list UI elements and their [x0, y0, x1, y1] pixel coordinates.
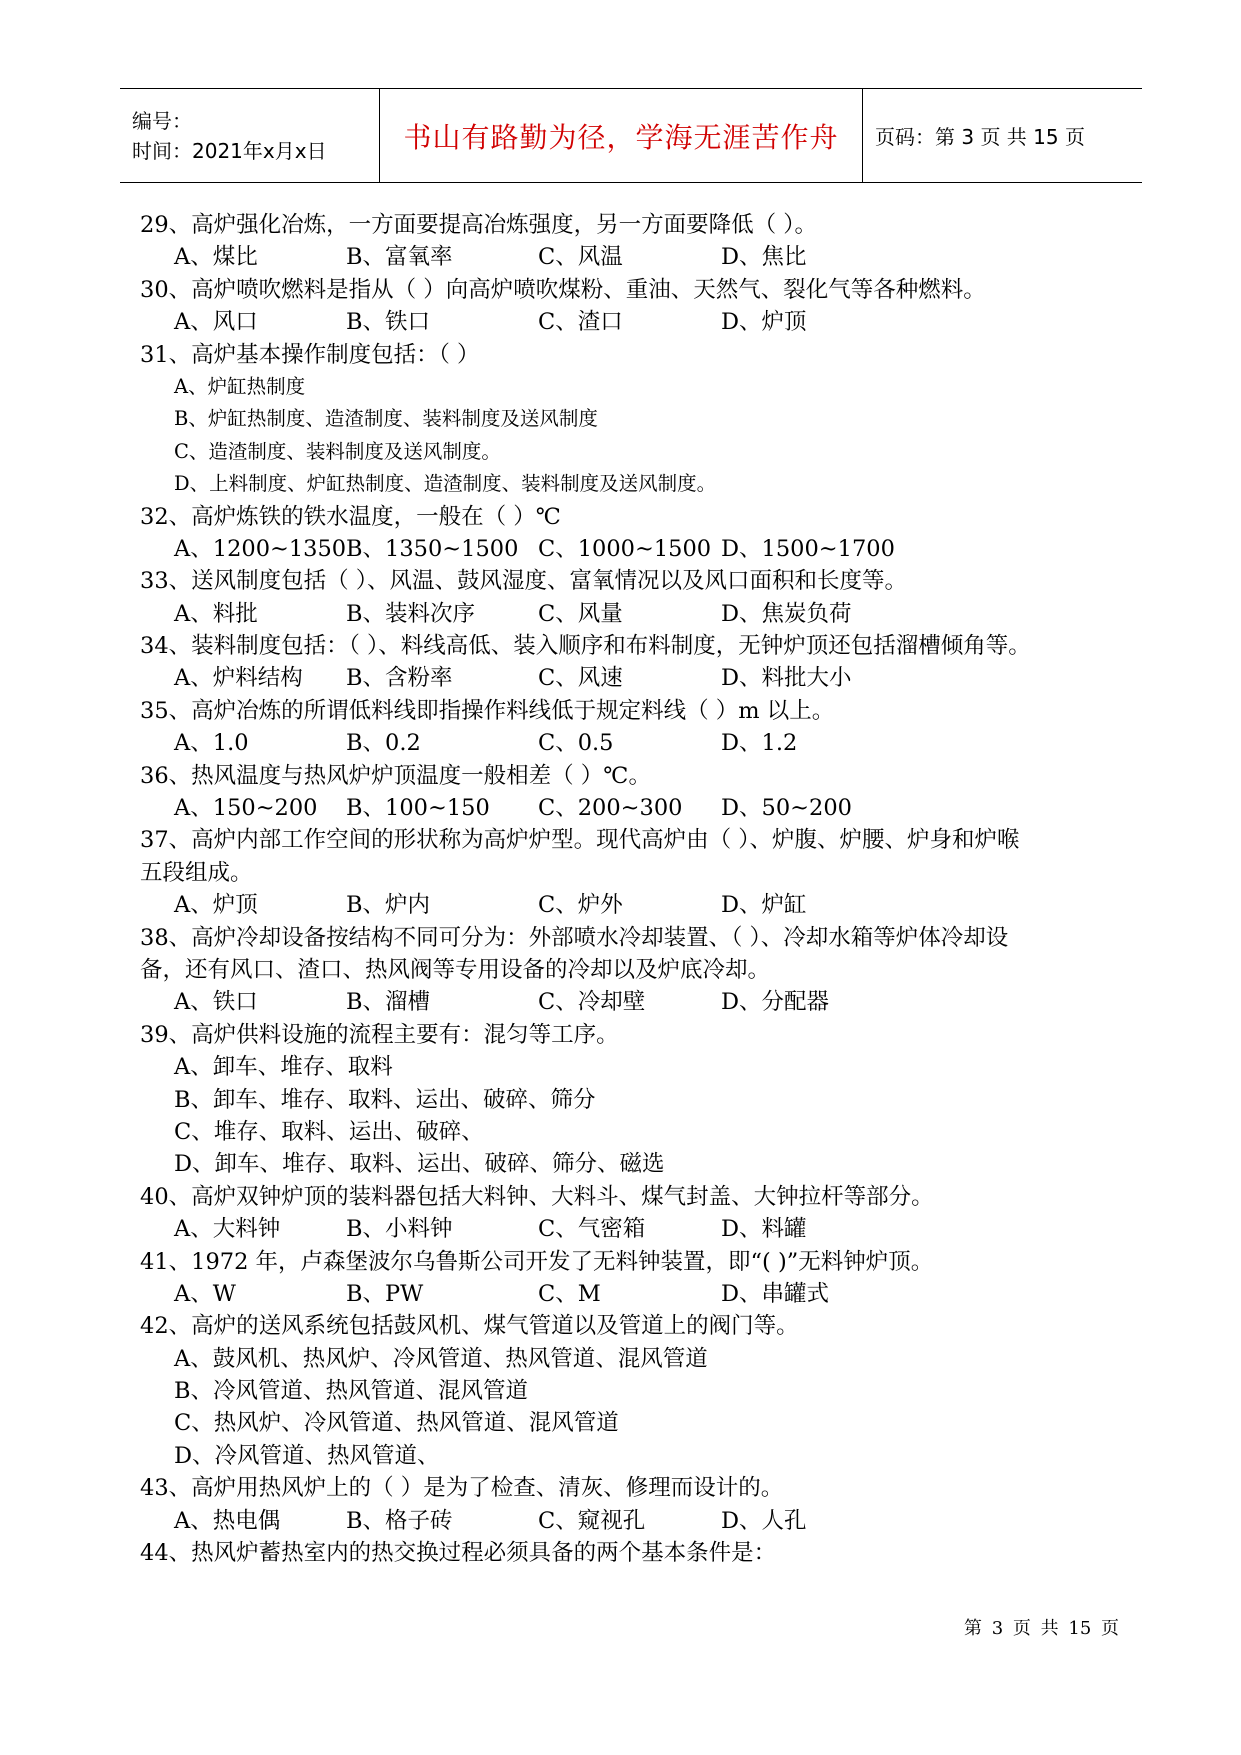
option-a: A、风口 — [174, 309, 258, 336]
question-text: 44、热风炉蓄热室内的热交换过程必须具备的两个基本条件是： — [140, 1540, 777, 1567]
header-page-cell — [863, 89, 1142, 182]
option-row — [140, 986, 1130, 1018]
option-d: D、人孔 — [721, 1507, 807, 1534]
option-c: C、气密箱 — [538, 1216, 646, 1243]
option-d: D、上料制度、炉缸热制度、造渣制度、装料制度及送风制度。 — [174, 472, 717, 496]
option-b: B、炉内 — [346, 892, 431, 919]
option-d: D、料批大小 — [721, 665, 852, 692]
option-c: C、风量 — [538, 600, 623, 627]
option-d: D、炉顶 — [721, 309, 807, 336]
option-d: D、炉缸 — [721, 892, 807, 919]
option-row — [140, 1505, 1130, 1537]
option-b: B、含粉率 — [346, 665, 453, 692]
option-row — [140, 598, 1130, 630]
option-c: C、200~300 — [538, 795, 683, 822]
question-text: 42、高炉的送风系统包括鼓风机、煤气管道以及管道上的阀门等。 — [140, 1313, 799, 1340]
option-a: A、铁口 — [174, 989, 258, 1016]
option-a: A、150~200 — [174, 795, 318, 822]
option-a: A、卸车、堆存、取料 — [174, 1054, 393, 1081]
header-page-label: 页码：第 3 页 共 15 页 — [875, 125, 1085, 149]
question-text: 30、高炉喷吹燃料是指从（ ）向高炉喷吹煤粉、重油、天然气、裂化气等各种燃料。 — [140, 276, 986, 303]
option-b: B、1350~1500 — [346, 535, 519, 562]
option-row — [140, 241, 1130, 273]
option-b: B、卸车、堆存、取料、运出、破碎、筛分 — [174, 1086, 596, 1113]
option-row — [140, 306, 1130, 338]
option-c: C、造渣制度、装料制度及送风制度。 — [174, 439, 501, 463]
option-b: B、溜槽 — [346, 989, 431, 1016]
question-text: 37、高炉内部工作空间的形状称为高炉炉型。现代高炉由（ ）、炉腹、炉腰、炉身和炉喉 — [140, 827, 1020, 854]
option-a: A、煤比 — [174, 244, 258, 271]
page-footer: 第 3 页 共 15 页 — [964, 1618, 1119, 1639]
question-text: 32、高炉炼铁的铁水温度，一般在（ ）℃ — [140, 503, 561, 530]
question-text: 33、送风制度包括（ ）、风温、鼓风湿度、富氧情况以及风口面积和长度等。 — [140, 568, 908, 595]
doc-time-label: 时间：2021年x月x日 — [132, 138, 327, 163]
option-c: C、风温 — [538, 244, 623, 271]
question-list — [140, 209, 1130, 1569]
header-meta — [120, 89, 380, 182]
question-text: 36、热风温度与热风炉炉顶温度一般相差（ ）℃。 — [140, 762, 651, 789]
option-b: B、小料钟 — [346, 1216, 453, 1243]
question-text: 41、1972 年，卢森堡波尔乌鲁斯公司开发了无料钟装置，即“( )”无料钟炉顶。 — [140, 1248, 934, 1275]
question-text: 43、高炉用热风炉上的（ ）是为了检查、清灰、修理而设计的。 — [140, 1475, 784, 1502]
option-a: A、鼓风机、热风炉、冷风管道、热风管道、混风管道 — [174, 1345, 708, 1372]
option-c: C、窥视孔 — [538, 1507, 646, 1534]
option-b: B、铁口 — [346, 309, 431, 336]
header-table — [120, 88, 1142, 183]
option-d: D、分配器 — [721, 989, 830, 1016]
option-row — [140, 662, 1130, 694]
option-d: D、焦炭负荷 — [721, 600, 852, 627]
option-c: C、M — [538, 1280, 601, 1307]
option-b: B、富氧率 — [346, 244, 453, 271]
option-a: A、炉料结构 — [174, 665, 303, 692]
question-text: 34、装料制度包括：（ ）、料线高低、装入顺序和布料制度，无钟炉顶还包括溜槽倾角等。 — [140, 633, 1031, 660]
option-row — [140, 727, 1130, 759]
option-a: A、热电偶 — [174, 1507, 281, 1534]
option-d: D、50~200 — [721, 795, 852, 822]
option-d: D、料罐 — [721, 1216, 807, 1243]
option-row — [140, 1213, 1130, 1245]
option-c: C、1000~1500 — [538, 535, 712, 562]
option-a: A、炉缸热制度 — [174, 374, 306, 398]
option-row — [140, 1278, 1130, 1310]
option-a: A、1200~1350 — [174, 535, 347, 562]
option-c: C、堆存、取料、运出、破碎、 — [174, 1118, 484, 1145]
option-a: A、大料钟 — [174, 1216, 281, 1243]
option-d: D、焦比 — [721, 244, 807, 271]
option-a: A、1.0 — [174, 730, 249, 757]
question-text-continued: 备，还有风口、渣口、热风阀等专用设备的冷却以及炉底冷却。 — [140, 956, 771, 983]
option-d: D、1.2 — [721, 730, 798, 757]
option-c: C、炉外 — [538, 892, 623, 919]
question-text: 40、高炉双钟炉顶的装料器包括大料钟、大料斗、煤气封盖、大钟拉杆等部分。 — [140, 1183, 934, 1210]
option-d: D、冷风管道、热风管道、 — [174, 1442, 440, 1469]
option-b: B、冷风管道、热风管道、混风管道 — [174, 1378, 529, 1405]
option-d: D、串罐式 — [721, 1280, 830, 1307]
option-a: A、料批 — [174, 600, 258, 627]
option-c: C、0.5 — [538, 730, 614, 757]
option-a: A、炉顶 — [174, 892, 258, 919]
option-row — [140, 533, 1130, 565]
option-c: C、渣口 — [538, 309, 623, 336]
option-c: C、热风炉、冷风管道、热风管道、混风管道 — [174, 1410, 619, 1437]
option-c: C、风速 — [538, 665, 623, 692]
doc-number-label: 编号： — [132, 108, 192, 133]
header-motto-cell — [380, 89, 863, 182]
question-text: 35、高炉冶炼的所谓低料线即指操作料线低于规定料线（ ）m 以上。 — [140, 697, 835, 724]
option-a: A、W — [174, 1280, 236, 1307]
option-b: B、100~150 — [346, 795, 490, 822]
option-c: C、冷却壁 — [538, 989, 646, 1016]
option-b: B、炉缸热制度、造渣制度、装料制度及送风制度 — [174, 407, 598, 431]
option-b: B、装料次序 — [346, 600, 476, 627]
option-b: B、PW — [346, 1280, 424, 1307]
question-text: 39、高炉供料设施的流程主要有：混匀等工序。 — [140, 1021, 619, 1048]
option-b: B、格子砖 — [346, 1507, 453, 1534]
question-text: 31、高炉基本操作制度包括：（ ） — [140, 341, 480, 368]
question-text-continued: 五段组成。 — [140, 859, 253, 886]
option-row — [140, 889, 1130, 921]
question-text: 38、高炉冷却设备按结构不同可分为：外部喷水冷却装置、（ ）、冷却水箱等炉体冷却设 — [140, 924, 1009, 951]
header-motto: 书山有路勤为径，学海无涯苦作舟 — [403, 120, 839, 154]
option-d: D、1500~1700 — [721, 535, 895, 562]
question-text: 29、高炉强化冶炼，一方面要提高冶炼强度，另一方面要降低（ ）。 — [140, 212, 818, 238]
option-row — [140, 792, 1130, 824]
option-d: D、卸车、堆存、取料、运出、破碎、筛分、磁选 — [174, 1151, 665, 1178]
option-b: B、0.2 — [346, 730, 421, 757]
